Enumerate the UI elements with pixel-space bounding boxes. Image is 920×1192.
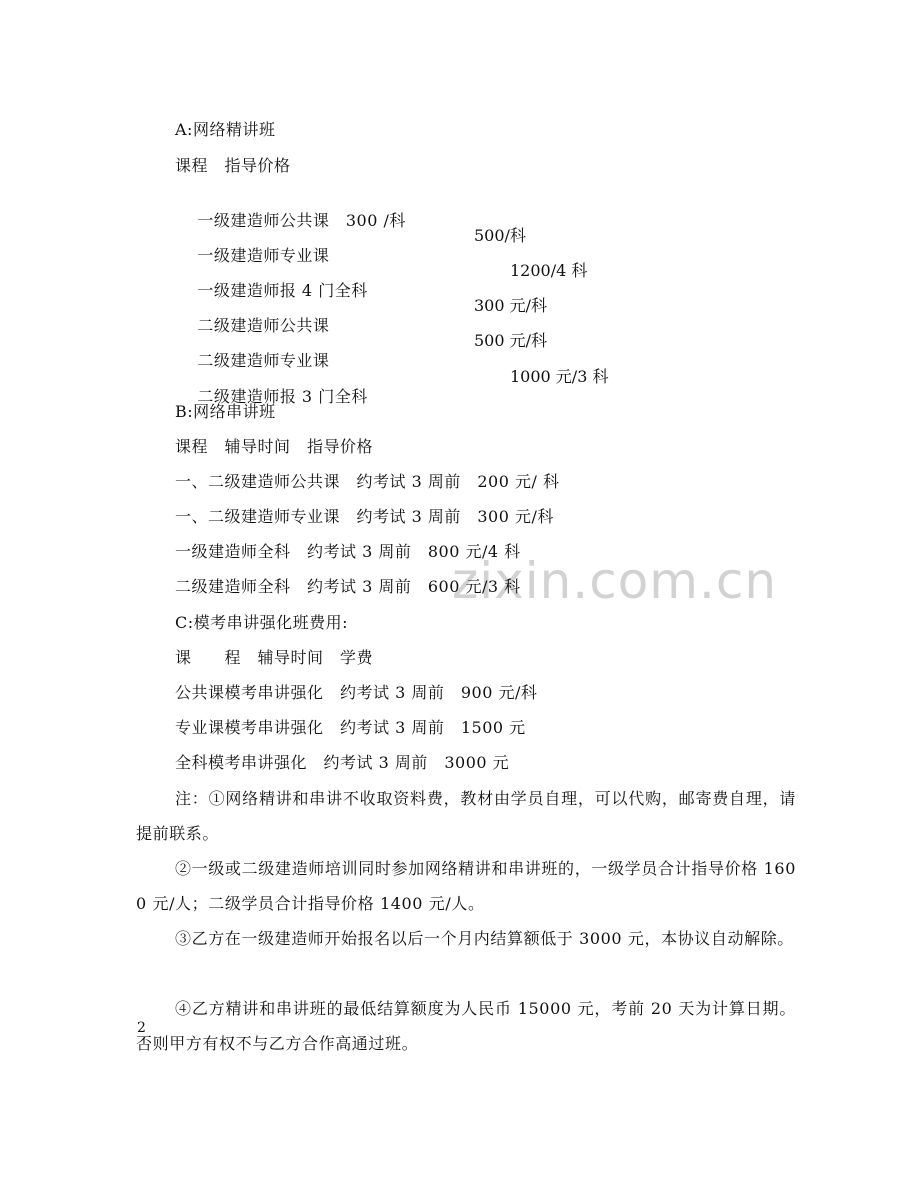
row-course: 二级建造师公共课 bbox=[197, 316, 330, 335]
section-a-header: 课程 指导价格 bbox=[175, 156, 291, 175]
section-a-heading: A:网络精讲班 bbox=[175, 120, 276, 139]
note-3: ③乙方在一级建造师开始报名以后一个月内结算额低于 3000 元，本协议自动解除。 bbox=[175, 929, 794, 948]
row-course: 二级建造师报 3 门全科 bbox=[197, 387, 368, 406]
section-c-header: 课 程 辅导时间 学费 bbox=[175, 648, 374, 667]
section-b-row-4: 二级建造师全科 约考试 3 周前 600 元/3 科 bbox=[175, 577, 521, 596]
section-b-row-3: 一级建造师全科 约考试 3 周前 800 元/4 科 bbox=[175, 542, 521, 561]
section-a-row-2-price: 500/科 bbox=[474, 226, 526, 245]
note-2: ②一级或二级建造师培训同时参加网络精讲和串讲班的，一级学员合计指导价格 1600 元/人；二级学员合计指导价格 1400 元/人。 bbox=[136, 859, 796, 913]
section-a-row-5-price: 500 元/科 bbox=[474, 331, 548, 350]
row-course: 一级建造师专业课 bbox=[197, 246, 330, 265]
section-a-row-3-price: 1200/4 科 bbox=[510, 261, 588, 280]
section-b-row-2: 一、二级建造师专业课 约考试 3 周前 300 元/科 bbox=[175, 507, 554, 526]
section-a-row-4-price: 300 元/科 bbox=[474, 296, 548, 315]
row-course: 一级建造师公共课 300 /科 bbox=[197, 211, 406, 230]
note-4: ④乙方精讲和串讲班的最低结算额度为人民币 15000 元，考前 20 天为计算日期。否则甲方有权不与乙方合作高通过班。 bbox=[136, 999, 796, 1053]
section-b-row-1: 一、二级建造师公共课 约考试 3 周前 200 元/ 科 bbox=[175, 472, 560, 491]
section-c-row-1: 公共课模考串讲强化 约考试 3 周前 900 元/科 bbox=[175, 683, 538, 702]
section-c-row-3: 全科模考串讲强化 约考试 3 周前 3000 元 bbox=[175, 753, 510, 772]
section-c-heading: C:模考串讲强化班费用: bbox=[175, 613, 349, 632]
section-b-heading: B:网络串讲班 bbox=[175, 402, 276, 421]
page-number: 2 bbox=[137, 1020, 146, 1036]
section-c-row-2: 专业课模考串讲强化 约考试 3 周前 1500 元 bbox=[175, 718, 526, 737]
row-course: 一级建造师报 4 门全科 bbox=[197, 281, 368, 300]
note-1: 注：①网络精讲和串讲不收取资料费，教材由学员自理，可以代购，邮寄费自理，请提前联系。 bbox=[136, 789, 796, 843]
row-course: 二级建造师专业课 bbox=[197, 351, 330, 370]
watermark: zixin.com.cn bbox=[452, 552, 778, 610]
section-b-header: 课程 辅导时间 指导价格 bbox=[175, 437, 374, 456]
section-a-row-6-price: 1000 元/3 科 bbox=[510, 367, 609, 386]
